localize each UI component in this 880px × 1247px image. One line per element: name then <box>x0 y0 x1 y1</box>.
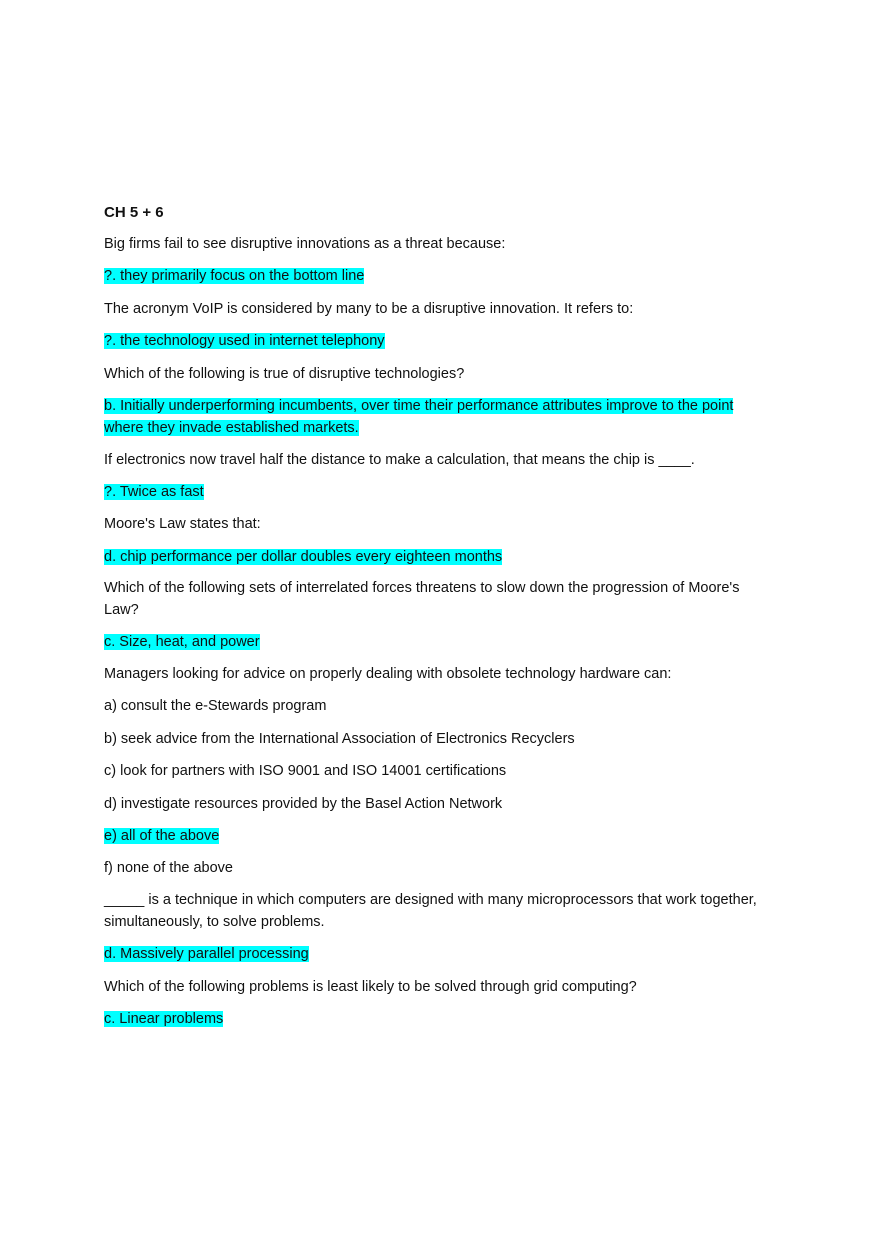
option-b: b) seek advice from the International Association of Electronics Recyclers <box>104 731 575 747</box>
question-8: _____ is a technique in which computers are designed with many microprocessors that work together, simultaneously, to solve problems. <box>104 892 757 930</box>
page-title: CH 5 + 6 <box>104 204 164 221</box>
answer-4: ?. Twice as fast <box>104 484 204 500</box>
answer-6: c. Size, heat, and power <box>104 634 260 650</box>
question-1: Big firms fail to see disruptive innovations as a threat because: <box>104 236 506 252</box>
question-6: Which of the following sets of interrelated forces threatens to slow down the progression of Moore's Law? <box>104 580 740 618</box>
option-c: c) look for partners with ISO 9001 and ISO 14001 certifications <box>104 763 507 779</box>
question-4: If electronics now travel half the distance to make a calculation, that means the chip is ____. <box>104 452 695 468</box>
option-d: d) investigate resources provided by the Basel Action Network <box>104 796 503 812</box>
question-3: Which of the following is true of disruptive technologies? <box>104 366 465 382</box>
answer-1: ?. they primarily focus on the bottom line <box>104 268 365 284</box>
answer-9: c. Linear problems <box>104 1011 224 1027</box>
question-9: Which of the following problems is least likely to be solved through grid computing? <box>104 979 637 995</box>
answer-8: d. Massively parallel processing <box>104 946 309 962</box>
answer-2: ?. the technology used in internet telephony <box>104 333 385 349</box>
option-a: a) consult the e-Stewards program <box>104 698 327 714</box>
question-7: Managers looking for advice on properly dealing with obsolete technology hardware can: <box>104 666 672 682</box>
answer-5: d. chip performance per dollar doubles every eighteen months <box>104 549 503 565</box>
question-2: The acronym VoIP is considered by many to be a disruptive innovation. It refers to: <box>104 301 634 317</box>
question-5: Moore's Law states that: <box>104 516 261 532</box>
answer-3: b. Initially underperforming incumbents, over time their performance attributes improve to the point where they invade established markets. <box>104 398 734 436</box>
option-f: f) none of the above <box>104 860 233 876</box>
answer-7: e) all of the above <box>104 828 220 844</box>
